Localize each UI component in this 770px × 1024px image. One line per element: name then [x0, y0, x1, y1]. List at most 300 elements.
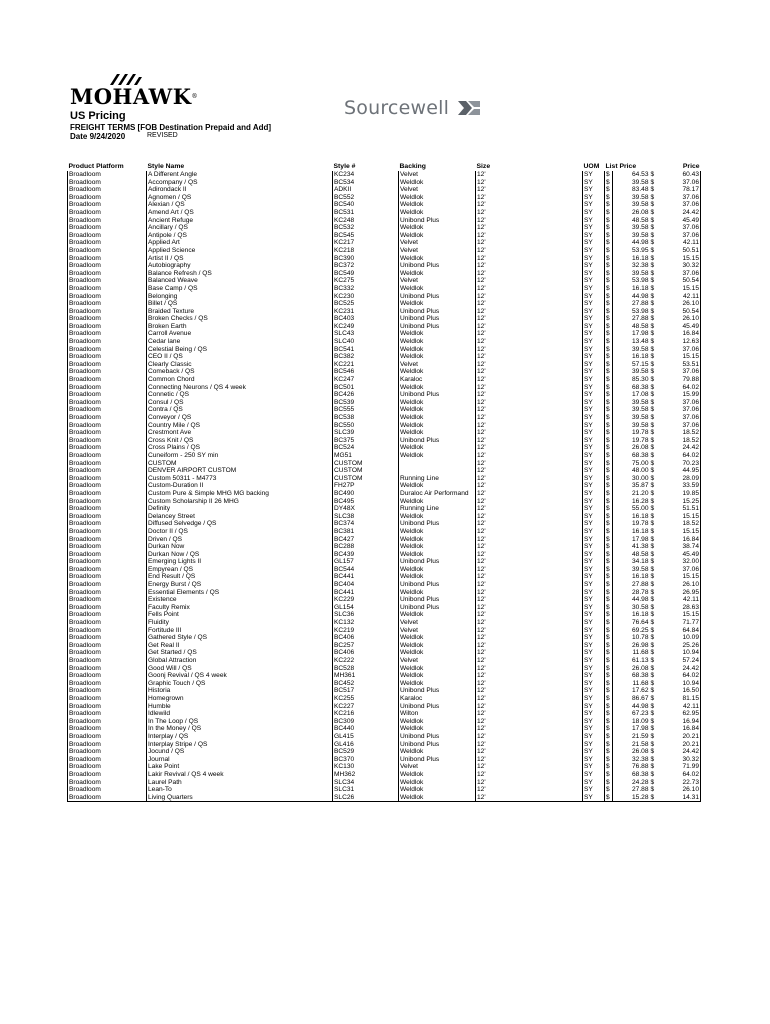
size-cell: 12' — [476, 498, 583, 506]
currency-cell: $ — [605, 619, 613, 627]
table-row — [68, 619, 701, 627]
backing-cell: Weldlok — [399, 414, 476, 422]
price-cell: 50.54 — [660, 277, 701, 285]
platform-cell: Broadloom — [68, 323, 147, 331]
uom-cell: SY — [583, 551, 605, 559]
style-name-cell: Faculty Remix — [147, 604, 333, 612]
currency-cell: $ — [605, 551, 613, 559]
style-name-cell: Celestial Being / QS — [147, 346, 333, 354]
platform-cell: Broadloom — [68, 353, 147, 361]
style-name-cell: Humble — [147, 703, 333, 711]
list-price-cell: 16.18 — [613, 255, 650, 263]
uom-cell: SY — [583, 710, 605, 718]
style-name-cell: Driven / QS — [147, 536, 333, 544]
style-name-cell: In the Money / QS — [147, 725, 333, 733]
platform-cell: Broadloom — [68, 361, 147, 369]
backing-cell: Running Line — [399, 505, 476, 513]
currency-cell: $ — [605, 247, 613, 255]
platform-cell: Broadloom — [68, 376, 147, 384]
currency-cell: $ — [650, 391, 655, 399]
table-row — [68, 460, 701, 468]
currency-cell: $ — [605, 543, 613, 551]
list-price-cell: 16.18 — [613, 353, 650, 361]
currency-cell: $ — [650, 345, 655, 353]
backing-cell: Weldlok — [399, 353, 476, 361]
list-price-cell: 64.53 — [613, 171, 650, 179]
uom-cell: SY — [583, 217, 605, 225]
currency-cell: $ — [650, 216, 655, 224]
style-number-cell: BC501 — [333, 384, 399, 392]
currency-cell: $ — [650, 755, 655, 763]
platform-cell: Broadloom — [68, 596, 147, 604]
table-row — [68, 300, 701, 308]
table-row — [68, 475, 701, 483]
backing-cell: Unibond Plus — [399, 437, 476, 445]
currency-cell: $ — [650, 664, 655, 672]
table-row — [68, 672, 701, 680]
backing-cell — [399, 467, 476, 475]
currency-cell: $ — [605, 444, 613, 452]
style-number-cell: BC374 — [333, 520, 399, 528]
table-row — [68, 528, 701, 536]
platform-cell: Broadloom — [68, 179, 147, 187]
table-row — [68, 490, 701, 498]
style-number-cell: BC528 — [333, 665, 399, 673]
list-price-cell: 11.68 — [613, 680, 650, 688]
platform-cell: Broadloom — [68, 194, 147, 202]
currency-cell: $ — [605, 680, 613, 688]
table-row — [68, 498, 701, 506]
price-cell: 26.10 — [660, 315, 701, 323]
size-cell: 12' — [476, 285, 583, 293]
currency-cell: $ — [650, 543, 655, 551]
uom-cell: SY — [583, 794, 605, 802]
backing-cell: Weldlok — [399, 680, 476, 688]
backing-cell: Unibond Plus — [399, 687, 476, 695]
table-row — [68, 513, 701, 521]
style-number-cell: SLC39 — [333, 429, 399, 437]
currency-cell: $ — [605, 642, 613, 650]
table-row — [68, 308, 701, 316]
style-number-cell: BC525 — [333, 300, 399, 308]
column-header: Style Name — [147, 162, 185, 170]
platform-cell: Broadloom — [68, 315, 147, 323]
size-cell: 12' — [476, 657, 583, 665]
currency-cell: $ — [650, 535, 655, 543]
platform-cell: Broadloom — [68, 300, 147, 308]
currency-cell: $ — [605, 293, 613, 301]
list-price-cell: 39.58 — [613, 566, 650, 574]
style-name-cell: Fortitude III — [147, 627, 333, 635]
style-number-cell: CUSTOM — [333, 467, 399, 475]
uom-cell: SY — [583, 346, 605, 354]
size-cell: 12' — [476, 399, 583, 407]
list-price-cell: 27.88 — [613, 315, 650, 323]
style-number-cell: SLC31 — [333, 786, 399, 794]
style-name-cell: In The Loop / QS — [147, 718, 333, 726]
style-number-cell: BC441 — [333, 573, 399, 581]
platform-cell: Broadloom — [68, 498, 147, 506]
size-cell: 12' — [476, 756, 583, 764]
currency-cell: $ — [650, 717, 655, 725]
price-cell: 42.11 — [660, 596, 701, 604]
table-row — [68, 247, 701, 255]
currency-cell: $ — [605, 634, 613, 642]
table-row — [68, 779, 701, 787]
currency-cell: $ — [605, 627, 613, 635]
price-cell: 15.15 — [660, 255, 701, 263]
list-price-cell: 39.58 — [613, 422, 650, 430]
style-number-cell: GL157 — [333, 558, 399, 566]
price-cell: 37.06 — [660, 232, 701, 240]
currency-cell: $ — [650, 626, 655, 634]
size-cell: 12' — [476, 460, 583, 468]
size-cell: 12' — [476, 262, 583, 270]
style-name-cell: Diffused Selvedge / QS — [147, 520, 333, 528]
uom-cell: SY — [583, 634, 605, 642]
list-price-cell: 44.98 — [613, 703, 650, 711]
table-row — [68, 330, 701, 338]
style-number-cell: BC257 — [333, 642, 399, 650]
list-price-cell: 17.62 — [613, 687, 650, 695]
uom-cell: SY — [583, 725, 605, 733]
platform-cell: Broadloom — [68, 573, 147, 581]
platform-cell: Broadloom — [68, 406, 147, 414]
column-header: List Price — [605, 162, 637, 170]
price-cell: 15.15 — [660, 285, 701, 293]
style-name-cell: A Different Angle — [147, 171, 333, 179]
backing-cell: Unibond Plus — [399, 391, 476, 399]
platform-cell: Broadloom — [68, 209, 147, 217]
size-cell: 12' — [476, 209, 583, 217]
list-price-cell: 68.38 — [613, 384, 650, 392]
price-cell: 50.54 — [660, 308, 701, 316]
table-row — [68, 391, 701, 399]
style-number-cell: BC390 — [333, 255, 399, 263]
currency-cell: $ — [650, 786, 655, 794]
price-cell: 18.52 — [660, 437, 701, 445]
uom-cell: SY — [583, 247, 605, 255]
style-name-cell: Custom Pure & Simple MHG MG backing — [147, 490, 333, 498]
backing-cell: Weldlok — [399, 551, 476, 559]
style-name-cell: Interplay / QS — [147, 733, 333, 741]
size-cell: 12' — [476, 490, 583, 498]
style-number-cell: BC406 — [333, 649, 399, 657]
price-cell: 71.77 — [660, 619, 701, 627]
list-price-cell: 17.98 — [613, 725, 650, 733]
currency-cell: $ — [605, 536, 613, 544]
uom-cell: SY — [583, 611, 605, 619]
style-name-cell: CEO II / QS — [147, 353, 333, 361]
list-price-cell: 76.88 — [613, 763, 650, 771]
currency-cell: $ — [605, 391, 613, 399]
currency-cell: $ — [605, 748, 613, 756]
uom-cell: SY — [583, 619, 605, 627]
price-cell: 37.06 — [660, 422, 701, 430]
style-number-cell: BC544 — [333, 566, 399, 574]
price-cell: 37.06 — [660, 399, 701, 407]
list-price-cell: 68.38 — [613, 771, 650, 779]
backing-cell: Duraloc Air Performand — [399, 490, 476, 498]
backing-cell: Unibond Plus — [399, 262, 476, 270]
table-row — [68, 596, 701, 604]
currency-cell: $ — [650, 634, 655, 642]
size-cell: 12' — [476, 414, 583, 422]
size-cell: 12' — [476, 338, 583, 346]
price-cell: 37.06 — [660, 346, 701, 354]
list-price-cell: 16.18 — [613, 513, 650, 521]
currency-cell: $ — [605, 186, 613, 194]
style-name-cell: Definity — [147, 505, 333, 513]
size-cell: 12' — [476, 513, 583, 521]
currency-cell: $ — [605, 201, 613, 209]
currency-cell: $ — [605, 414, 613, 422]
style-name-cell: Conveyor / QS — [147, 414, 333, 422]
size-cell: 12' — [476, 201, 583, 209]
uom-cell: SY — [583, 672, 605, 680]
currency-cell: $ — [650, 588, 655, 596]
price-cell: 16.50 — [660, 687, 701, 695]
size-cell: 12' — [476, 741, 583, 749]
currency-cell: $ — [650, 178, 655, 186]
backing-cell: Running Line — [399, 475, 476, 483]
style-name-cell: Artist II / QS — [147, 255, 333, 263]
price-cell: 16.94 — [660, 718, 701, 726]
table-row — [68, 217, 701, 225]
currency-cell: $ — [650, 254, 655, 262]
pricing-table — [67, 162, 701, 802]
style-name-cell: Connetic / QS — [147, 391, 333, 399]
list-price-cell: 69.25 — [613, 627, 650, 635]
platform-cell: Broadloom — [68, 551, 147, 559]
size-cell: 12' — [476, 171, 583, 179]
style-number-cell: KC222 — [333, 657, 399, 665]
platform-cell: Broadloom — [68, 786, 147, 794]
uom-cell: SY — [583, 406, 605, 414]
style-number-cell: CUSTOM — [333, 475, 399, 483]
size-cell: 12' — [476, 589, 583, 597]
uom-cell: SY — [583, 505, 605, 513]
style-number-cell: BC403 — [333, 315, 399, 323]
uom-cell: SY — [583, 285, 605, 293]
uom-cell: SY — [583, 558, 605, 566]
currency-cell: $ — [605, 262, 613, 270]
currency-cell: $ — [605, 239, 613, 247]
platform-cell: Broadloom — [68, 277, 147, 285]
style-number-cell: BC524 — [333, 444, 399, 452]
style-name-cell: Fluidity — [147, 619, 333, 627]
uom-cell: SY — [583, 452, 605, 460]
platform-cell: Broadloom — [68, 201, 147, 209]
list-price-cell: 68.38 — [613, 452, 650, 460]
style-name-cell: Clearly Classic — [147, 361, 333, 369]
style-name-cell: Lake Point — [147, 763, 333, 771]
backing-cell: Weldlok — [399, 429, 476, 437]
price-cell: 38.74 — [660, 543, 701, 551]
style-name-cell: Ancient Refuge — [147, 217, 333, 225]
size-cell: 12' — [476, 361, 583, 369]
backing-cell: Weldlok — [399, 642, 476, 650]
uom-cell: SY — [583, 528, 605, 536]
price-cell: 15.99 — [660, 391, 701, 399]
size-cell: 12' — [476, 376, 583, 384]
size-cell: 12' — [476, 566, 583, 574]
currency-cell: $ — [650, 451, 655, 459]
currency-cell: $ — [650, 641, 655, 649]
currency-cell: $ — [605, 687, 613, 695]
currency-cell: $ — [650, 307, 655, 315]
price-cell: 42.11 — [660, 239, 701, 247]
platform-cell: Broadloom — [68, 482, 147, 490]
currency-cell: $ — [650, 193, 655, 201]
backing-cell: Weldlok — [399, 786, 476, 794]
backing-cell: Karaloc — [399, 695, 476, 703]
size-cell: 12' — [476, 247, 583, 255]
list-price-cell: 26.08 — [613, 748, 650, 756]
uom-cell: SY — [583, 756, 605, 764]
style-number-cell: KC218 — [333, 247, 399, 255]
uom-cell: SY — [583, 330, 605, 338]
backing-cell: Unibond Plus — [399, 308, 476, 316]
size-cell: 12' — [476, 649, 583, 657]
currency-cell: $ — [605, 794, 613, 802]
backing-cell: Weldlok — [399, 300, 476, 308]
platform-cell: Broadloom — [68, 391, 147, 399]
price-cell: 79.88 — [660, 376, 701, 384]
list-price-cell: 27.88 — [613, 786, 650, 794]
table-row — [68, 232, 701, 240]
list-price-cell: 26.08 — [613, 209, 650, 217]
page-title: US Pricing — [70, 110, 126, 122]
list-price-cell: 15.28 — [613, 794, 650, 802]
sourcewell-logo — [344, 97, 481, 121]
backing-cell: Velvet — [399, 619, 476, 627]
currency-cell: $ — [605, 581, 613, 589]
column-header: Backing — [399, 162, 426, 170]
platform-cell: Broadloom — [68, 429, 147, 437]
platform-cell: Broadloom — [68, 171, 147, 179]
backing-cell: Weldlok — [399, 536, 476, 544]
platform-cell: Broadloom — [68, 444, 147, 452]
mohawk-wordmark: MOHAWK® — [70, 84, 198, 109]
size-cell: 12' — [476, 452, 583, 460]
platform-cell: Broadloom — [68, 490, 147, 498]
style-name-cell: Antipole / QS — [147, 232, 333, 240]
style-name-cell: Contra / QS — [147, 406, 333, 414]
table-row — [68, 467, 701, 475]
size-cell: 12' — [476, 232, 583, 240]
list-price-cell: 13.48 — [613, 338, 650, 346]
uom-cell: SY — [583, 277, 605, 285]
price-cell: 15.25 — [660, 498, 701, 506]
table-row — [68, 194, 701, 202]
price-cell: 25.26 — [660, 642, 701, 650]
size-cell: 12' — [476, 391, 583, 399]
style-number-cell: BC517 — [333, 687, 399, 695]
style-number-cell: BC381 — [333, 528, 399, 536]
platform-cell: Broadloom — [68, 756, 147, 764]
currency-cell: $ — [650, 444, 655, 452]
style-number-cell: SLC38 — [333, 513, 399, 521]
list-price-cell: 76.64 — [613, 619, 650, 627]
uom-cell: SY — [583, 680, 605, 688]
backing-cell: Weldlok — [399, 794, 476, 802]
list-price-cell: 17.08 — [613, 391, 650, 399]
price-cell: 50.51 — [660, 247, 701, 255]
style-number-cell: BC332 — [333, 285, 399, 293]
price-date: Date 9/24/2020 — [70, 132, 126, 141]
currency-cell: $ — [650, 702, 655, 710]
style-name-cell: Carroll Avenue — [147, 330, 333, 338]
currency-cell: $ — [650, 353, 655, 361]
uom-cell: SY — [583, 627, 605, 635]
uom-cell: SY — [583, 513, 605, 521]
currency-cell: $ — [650, 208, 655, 216]
style-number-cell: BC406 — [333, 634, 399, 642]
style-name-cell: Cross Knit / QS — [147, 437, 333, 445]
backing-cell: Weldlok — [399, 232, 476, 240]
platform-cell: Broadloom — [68, 520, 147, 528]
platform-cell: Broadloom — [68, 239, 147, 247]
price-cell: 18.52 — [660, 429, 701, 437]
currency-cell: $ — [650, 672, 655, 680]
style-number-cell: BC495 — [333, 498, 399, 506]
table-row — [68, 558, 701, 566]
uom-cell: SY — [583, 748, 605, 756]
currency-cell: $ — [650, 573, 655, 581]
style-number-cell: DY48X — [333, 505, 399, 513]
list-price-cell: 39.58 — [613, 399, 650, 407]
list-price-cell: 53.98 — [613, 308, 650, 316]
backing-cell: Weldlok — [399, 201, 476, 209]
price-cell: 15.15 — [660, 528, 701, 536]
table-row — [68, 604, 701, 612]
uom-cell: SY — [583, 224, 605, 232]
currency-cell: $ — [650, 239, 655, 247]
list-price-cell: 16.18 — [613, 573, 650, 581]
price-cell: 14.31 — [660, 794, 701, 802]
backing-cell: Weldlok — [399, 452, 476, 460]
uom-cell: SY — [583, 437, 605, 445]
style-number-cell: GL154 — [333, 604, 399, 612]
style-number-cell: KC275 — [333, 277, 399, 285]
style-name-cell: Laurel Path — [147, 779, 333, 787]
backing-cell: Unibond Plus — [399, 604, 476, 612]
backing-cell: Unibond Plus — [399, 323, 476, 331]
style-name-cell: Lean-To — [147, 786, 333, 794]
size-cell: 12' — [476, 217, 583, 225]
table-row — [68, 171, 701, 179]
price-cell: 15.15 — [660, 513, 701, 521]
table-row — [68, 437, 701, 445]
currency-cell: $ — [650, 224, 655, 232]
currency-cell: $ — [605, 376, 613, 384]
table-row — [68, 710, 701, 718]
list-price-cell: 53.95 — [613, 247, 650, 255]
platform-cell: Broadloom — [68, 437, 147, 445]
uom-cell: SY — [583, 695, 605, 703]
table-row — [68, 285, 701, 293]
currency-cell: $ — [650, 687, 655, 695]
style-number-cell: BC541 — [333, 346, 399, 354]
price-cell: 22.73 — [660, 779, 701, 787]
platform-cell: Broadloom — [68, 217, 147, 225]
style-name-cell: Autobiography — [147, 262, 333, 270]
table-header-row — [68, 162, 701, 171]
size-cell: 12' — [476, 467, 583, 475]
backing-cell: Unibond Plus — [399, 581, 476, 589]
size-cell: 12' — [476, 186, 583, 194]
